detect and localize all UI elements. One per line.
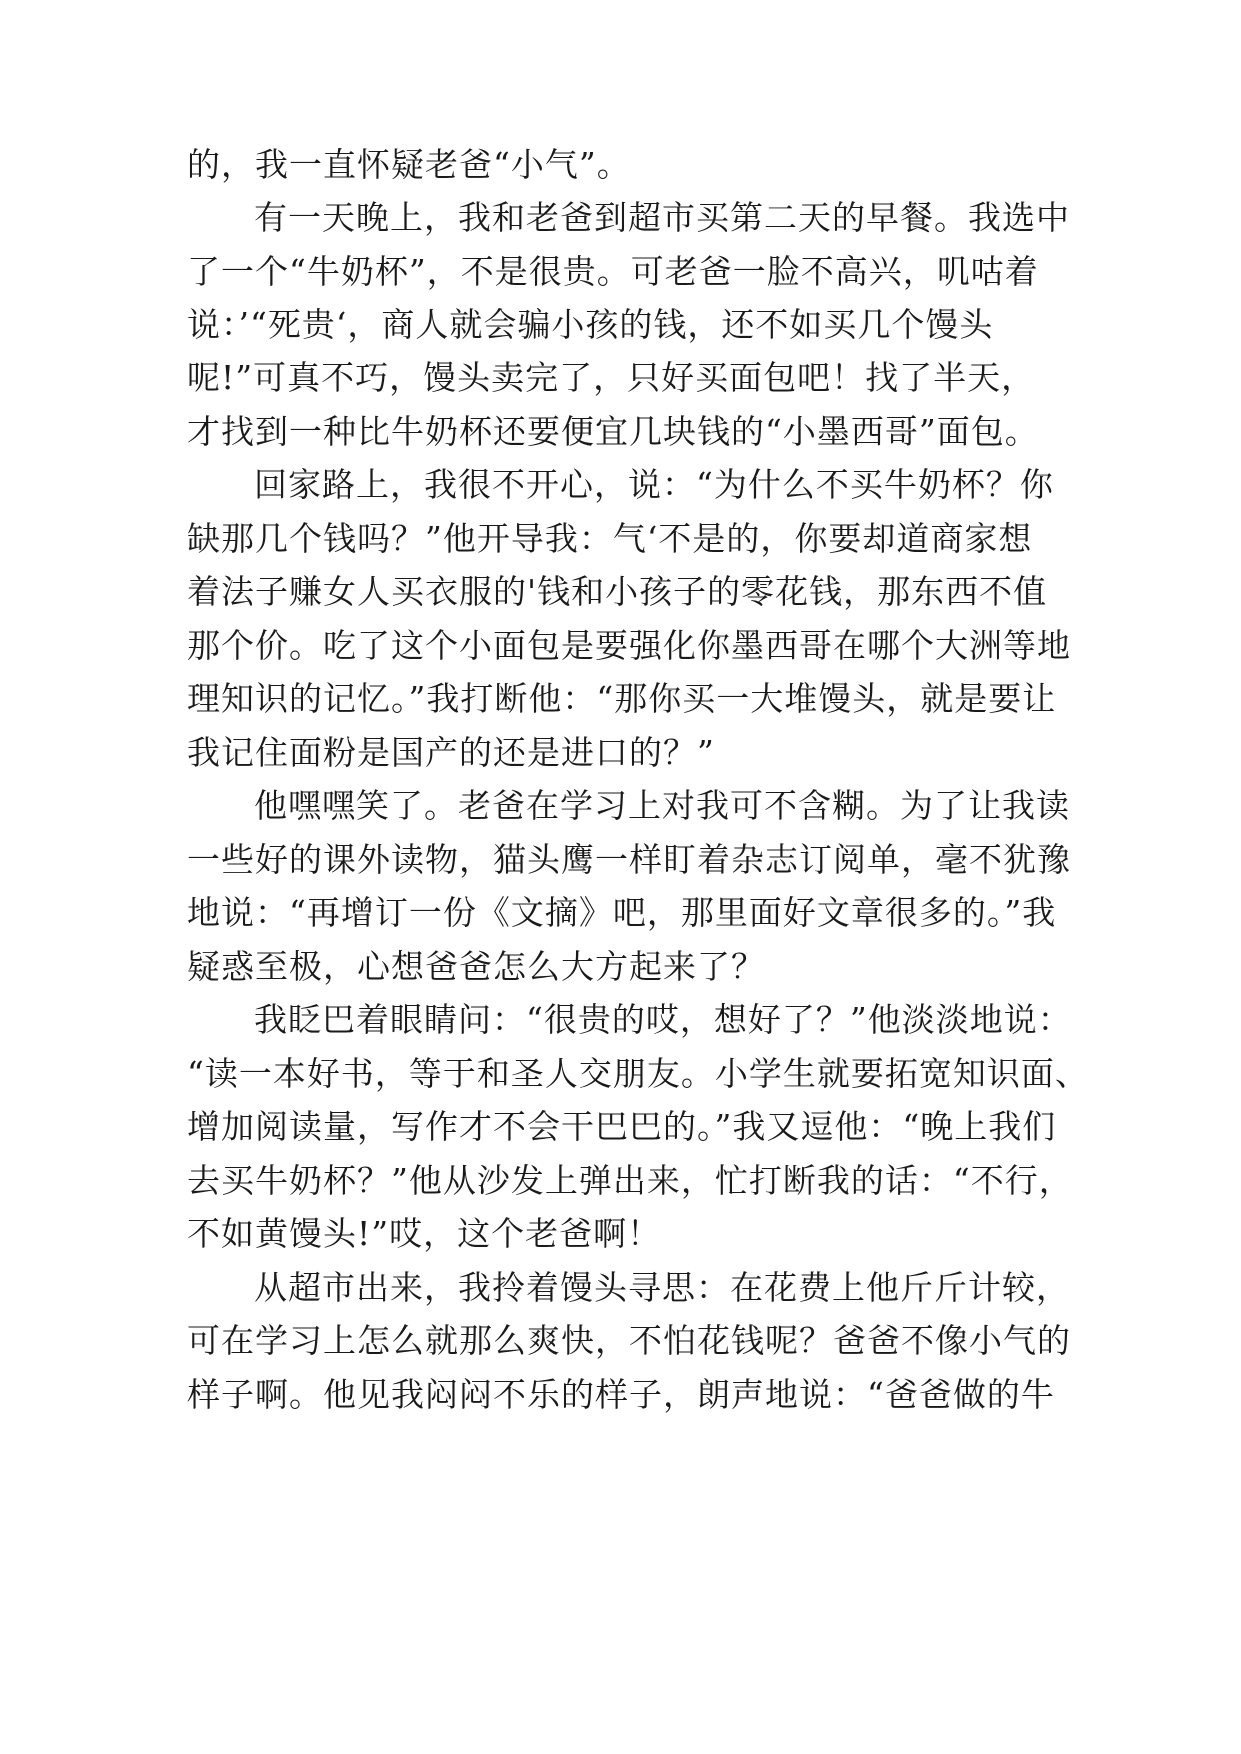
text-line: 他嘿嘿笑了。老爸在学习上对我可不含糊。为了让我读 [254,786,1070,825]
text-line: 那个价。吃了这个小面包是要强化你墨西哥在哪个大洲等地 [187,626,1071,665]
text-line: 理知识的记忆。”我打断他：“那你买一大堆馒头，就是要让 [187,679,1057,718]
text-line: 样子啊。他见我闷闷不乐的样子，朗声地说：“爸爸做的牛 [187,1375,1055,1414]
text-line: 才找到一种比牛奶杯还要便宜几块钱的“小墨西哥”面包。 [187,412,1039,451]
text-line: 回家路上，我很不开心，说：“为什么不买牛奶杯？你 [254,465,1054,504]
text-line: 可在学习上怎么就那么爽快，不怕花钱呢？爸爸不像小气的 [187,1321,1071,1360]
text-line: 一些好的课外读物，猫头鹰一样盯着杂志订阅单，毫不犹豫 [187,840,1071,879]
text-line: 不如黄馒头!”哎，这个老爸啊！ [187,1214,662,1253]
text-line: 我眨巴着眼睛问：“很贵的哎，想好了？”他淡淡地说： [254,1000,1072,1039]
text-line: 缺那几个钱吗？”他开导我：气‘不是的，你要却道商家想 [187,519,1033,558]
text-line: 了一个“牛奶杯”，不是很贵。可老爸一脸不高兴，叽咕着 [187,252,1039,291]
text-line: 有一天晚上，我和老爸到超市买第二天的早餐。我选中 [254,198,1070,237]
text-line: 着法子赚女人买衣服的'钱和小孩子的零花钱，那东西不值 [187,572,1048,611]
text-line: 我记住面粉是国产的还是进口的？” [187,733,715,772]
text-line: 说：’“死贵‘，商人就会骗小孩的钱，还不如买几个馒头 [187,305,994,344]
text-line: 疑惑至极，心想爸爸怎么大方起来了？ [187,947,765,986]
text-line: 的，我一直怀疑老爸“小气”。 [187,145,631,184]
text-line: “读一本好书，等于和圣人交朋友。小学生就要拓宽知识面、 [187,1054,1089,1093]
text-line: 从超市出来，我拎着馒头寻思：在花费上他斤斤计较， [254,1268,1070,1307]
text-line: 呢!”可真不巧，馒头卖完了，只好买面包吧！找了半天， [187,358,1036,397]
text-line: 增加阅读量，写作才不会干巴巴的。”我又逗他：“晚上我们 [187,1107,1057,1146]
text-line: 地说：“再增订一份《文摘》吧，那里面好文章很多的。”我 [187,893,1057,932]
text-line: 去买牛奶杯？”他从沙发上弹出来，忙打断我的话：“不行， [187,1161,1073,1200]
